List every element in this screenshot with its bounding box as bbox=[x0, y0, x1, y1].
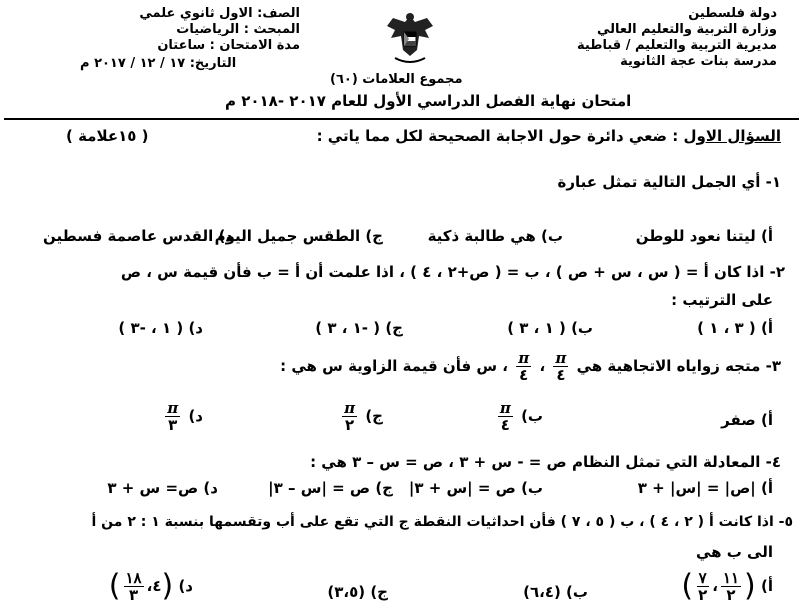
q5-option-b[interactable]: ب) (٦،٤) bbox=[523, 583, 588, 601]
q3-frac-2: $\frac{\pi}{٤}$ bbox=[518, 349, 530, 384]
q1-text: ١- أي الجمل التالية تمثل عبارة bbox=[557, 173, 781, 191]
q4-option-c[interactable]: ج) ص = |س – ٣| bbox=[268, 479, 393, 497]
q4-text: ٤- المعادلة التي تمثل النظام ص = - س + ٣ ، ص = س – ٣ هي : bbox=[310, 453, 781, 471]
q2-option-a[interactable]: أ) ( ٣ ، ١ ) bbox=[697, 319, 773, 337]
grade-label: الصف: الاول ثانوي علمي bbox=[139, 6, 300, 21]
exam-title: امتحان نهاية الفصل الدراسي الأول للعام ٢٠١٧ -٢٠١٨ م bbox=[225, 92, 632, 110]
q1-option-b[interactable]: ب) هي طالبة ذكية bbox=[427, 227, 563, 245]
q3-option-d[interactable]: د) $\frac{\pi}{٣}$ bbox=[167, 399, 203, 434]
q2-option-d[interactable]: د) ( ١ ، -٣ ) bbox=[118, 319, 203, 337]
q4-option-d[interactable]: د) ص= س + ٣ bbox=[107, 479, 218, 497]
duration-label: مدة الامتحان : ساعتان bbox=[157, 38, 300, 53]
ministry-name: وزارة التربية والتعليم العالي bbox=[596, 22, 777, 37]
q1-option-c[interactable]: ج) الطقس جميل اليوم bbox=[214, 227, 383, 245]
q1-option-a[interactable]: أ) ليتنا نعود للوطن bbox=[635, 227, 773, 245]
directorate-name: مديرية التربية والتعليم / قباطية bbox=[577, 38, 777, 53]
q5-line1: ٥- اذا كانت أ ( ٢ ، ٤ ) ، ب ( ٥ ، ٧ ) فأن احداثيات النقطة ج التي تقع على أب وتقسمها بنسبة ١ : ٢ من أ bbox=[91, 514, 793, 530]
header-left bbox=[130, 6, 300, 54]
q3-prefix: ٣- متجه زواياه الاتجاهية هي bbox=[576, 357, 781, 375]
school-name: مدرسة بنات عجة الثانوية bbox=[620, 54, 777, 69]
header-divider bbox=[4, 118, 799, 120]
q2-line1: ٢- اذا كان أ = ( س ، س + ص ) ، ب = ( ص+٢ ، ٤ ) ، اذا علمت أن أ = ب فأن قيمة س ، ص bbox=[120, 263, 785, 281]
q2-option-c[interactable]: ج) ( -١ ، ٣ ) bbox=[315, 319, 403, 337]
q3-suffix: ، س فأن قيمة الزاوية س هي : bbox=[280, 357, 509, 375]
q3-frac-1: $\frac{\pi}{٤}$ bbox=[555, 349, 567, 384]
q1-option-d[interactable]: د) القدس عاصمة فسطين bbox=[43, 227, 233, 245]
q5-option-a[interactable]: أ) ( $\frac{١١}{٢}$ ، $\frac{٧}{٢}$ ) bbox=[681, 568, 773, 604]
q3-option-c[interactable]: ج) $\frac{\pi}{٢}$ bbox=[344, 399, 383, 434]
exam-date: التاريخ: ١٧ / ١٢ / ٢٠١٧ م bbox=[80, 56, 237, 71]
total-marks: مجموع العلامات (٦٠) bbox=[330, 72, 463, 87]
q2-line2: على الترتيب : bbox=[671, 291, 773, 309]
state-name: دولة فلسطين bbox=[688, 6, 777, 21]
subject-label: المبحث : الرياضيات bbox=[176, 22, 300, 37]
header-right bbox=[577, 6, 777, 70]
q5-line2: الى ب هي bbox=[695, 543, 773, 561]
section-heading bbox=[317, 126, 781, 146]
section-instruction: : ضعي دائرة حول الاجابة الصحيحة لكل مما ياتي : bbox=[316, 127, 679, 145]
section-marks: ( ١٥علامة ) bbox=[66, 127, 149, 145]
q5-option-c[interactable]: ج) (٣،٥) bbox=[327, 583, 388, 601]
q3-option-b[interactable]: ب) $\frac{\pi}{٤}$ bbox=[499, 399, 543, 434]
q5-option-d[interactable]: د) (٤، $\frac{١٨}{٣}$ ) bbox=[108, 568, 193, 604]
q3-option-a[interactable]: أ) صفر bbox=[721, 411, 773, 429]
palestine-emblem-icon bbox=[383, 10, 437, 66]
q4-option-a[interactable]: أ) |ص| = |س| + ٣ bbox=[637, 479, 773, 497]
section-label: السؤال الاول bbox=[683, 127, 781, 145]
q2-option-b[interactable]: ب) ( ١ ، ٣ ) bbox=[507, 319, 593, 337]
q4-option-b[interactable]: ب) ص = |س + ٣| bbox=[408, 479, 543, 497]
q3-text: ٣- متجه زواياه الاتجاهية هي $\frac{\pi}{٤}$ ، $\frac{\pi}{٤}$ ، س فأن قيمة الزاوية س هي : bbox=[280, 349, 781, 384]
